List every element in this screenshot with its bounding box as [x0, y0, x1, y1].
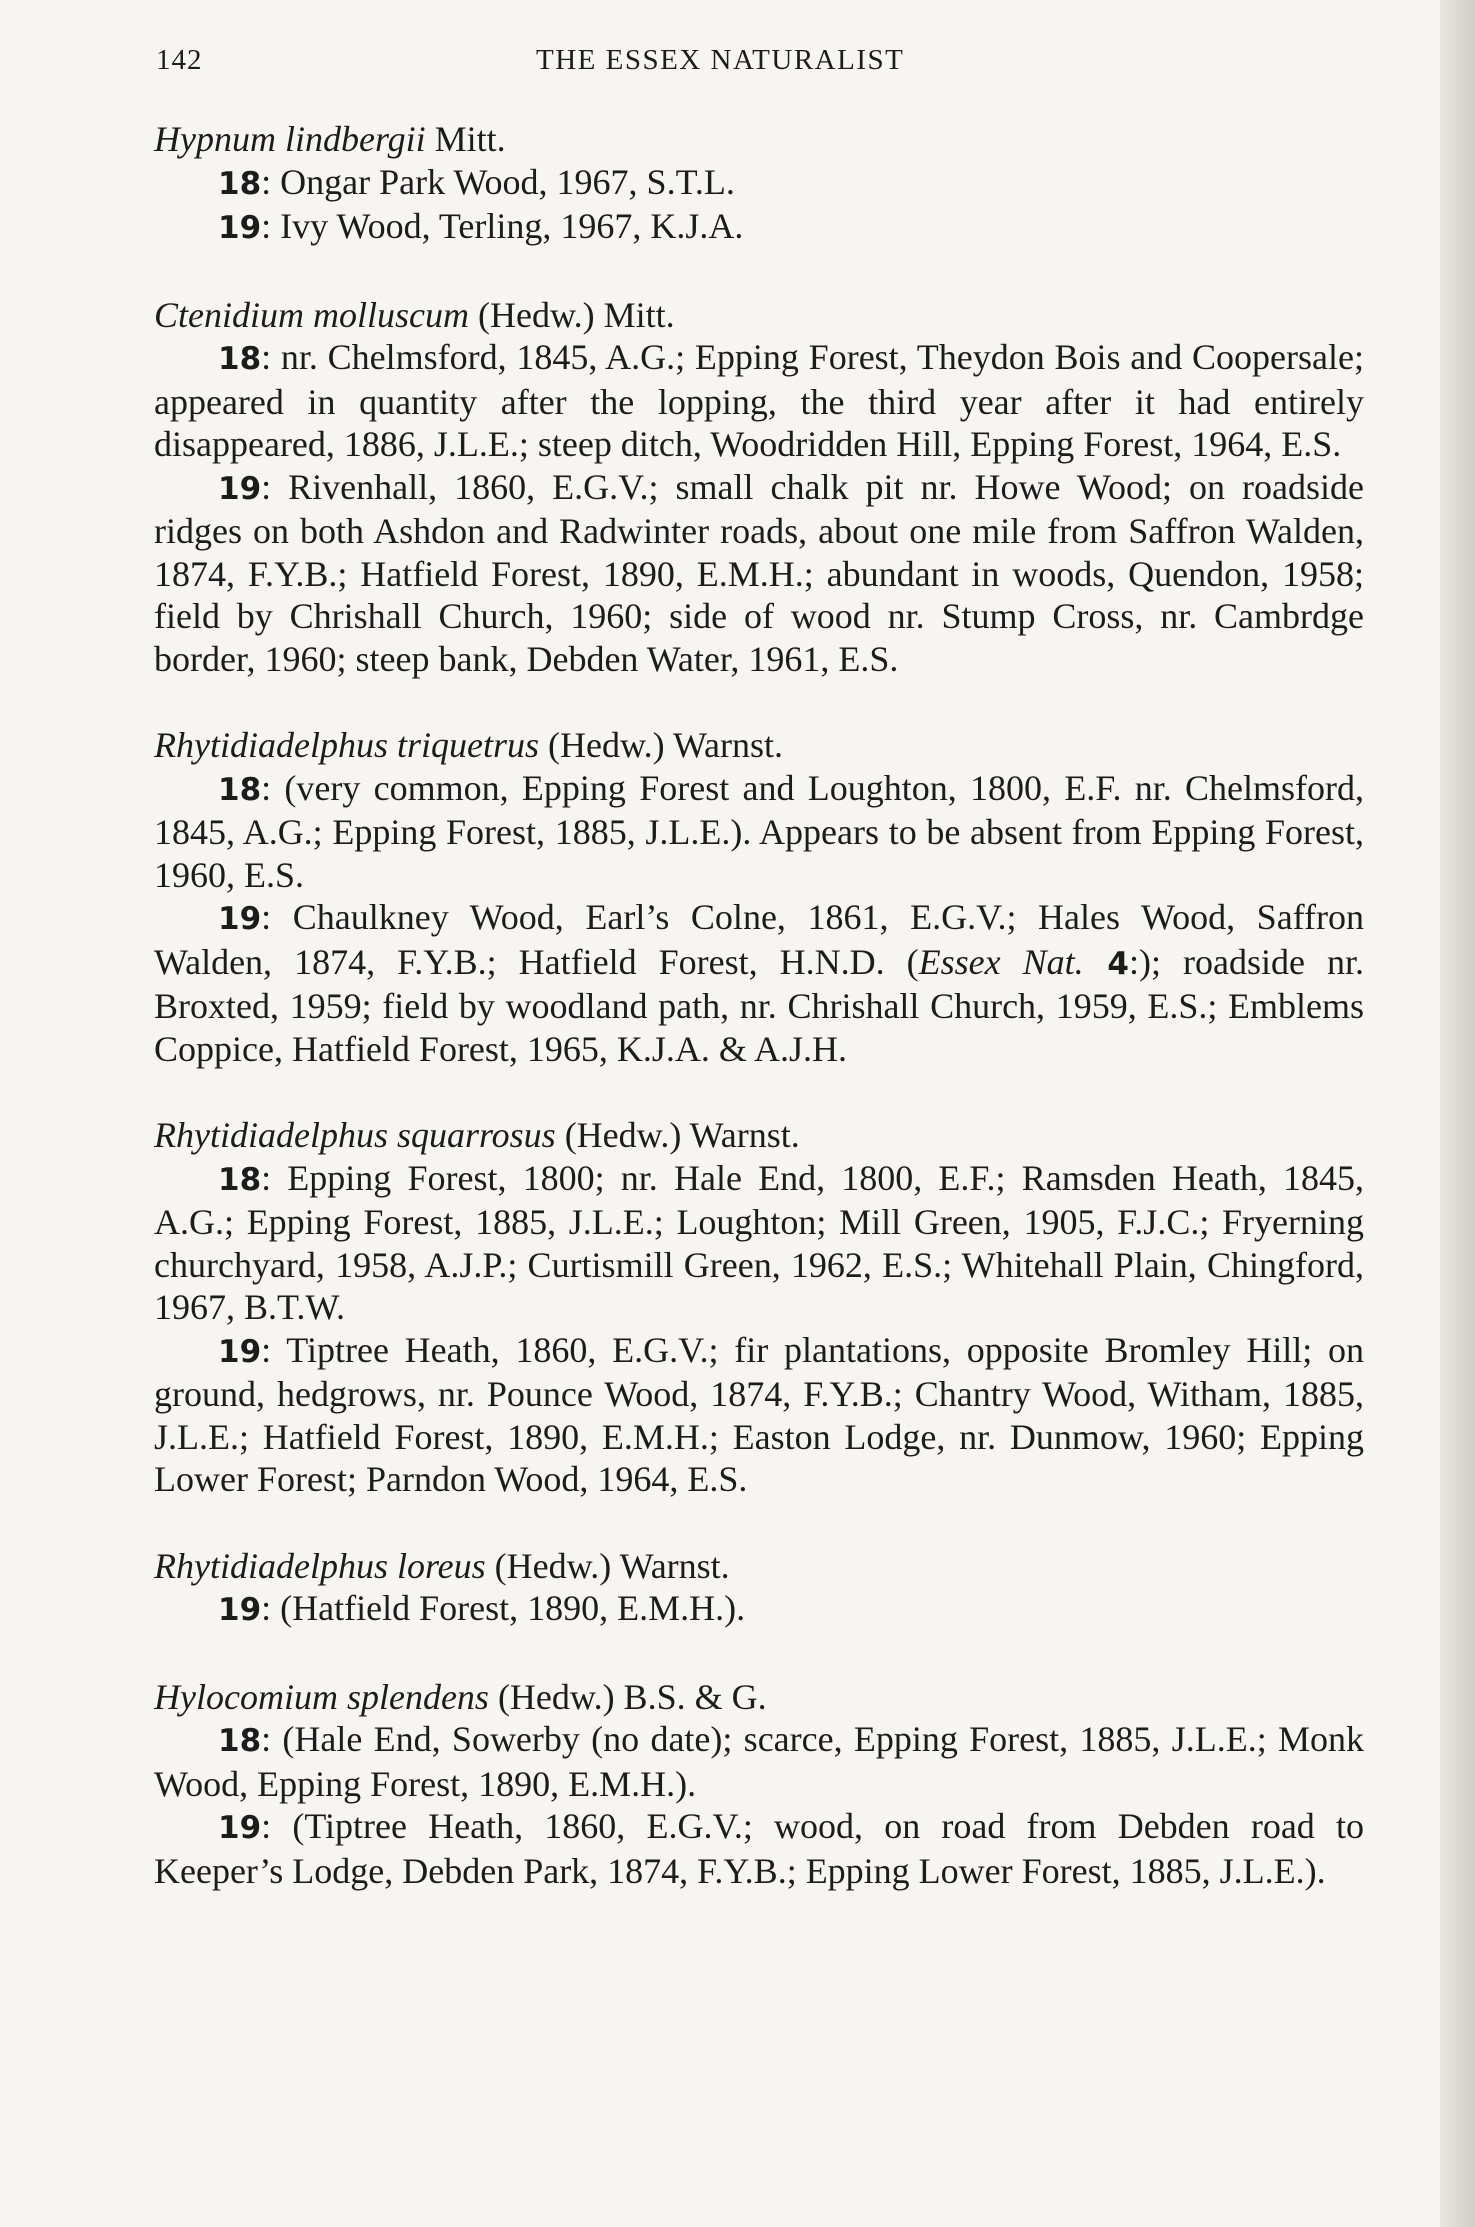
vice-county-number: 19 [218, 1810, 262, 1846]
record-text: : Epping Forest, 1800; nr. Hale End, 1800, E.F.; Ramsden Heath, 1845, A.G.; Epping Forest, 1885, J.L.E.; Loughton; Mill Green, 1905, F.J.C.; Fryerning churchyard, 1958, A.J.P.; Curtismill Green, 1962, E.S.; Whitehall Plain, Chingford, 1967, B.T.W. [154, 1157, 1364, 1327]
journal-title: THE ESSEX NATURALIST [536, 44, 905, 76]
species-authority: (Hedw.) Warnst. [555, 1115, 800, 1155]
record-vc18 [154, 1157, 1364, 1329]
vice-county-number: 18 [218, 165, 262, 202]
species-name: Hypnum lindbergii [154, 119, 426, 159]
page-body [154, 118, 1364, 1892]
record-vc19 [154, 1805, 1364, 1892]
record-text-continued: :); roadside nr. Broxted, 1959; field by woodland path, nr. Chrishall Church, 1959, E.S.; Emblems Coppice, Hatfield Forest, 1965, K.J.A. & A.J.H. [154, 941, 1364, 1069]
journal-reference: Essex Nat. [918, 941, 1084, 982]
record-text: : (Hale End, Sowerby (no date); scarce, Epping Forest, 1885, J.L.E.; Monk Wood, Epping Forest, 1890, E.M.H.). [154, 1719, 1364, 1804]
species-name: Ctenidium molluscum [154, 294, 469, 335]
record-text: : (Hatfield Forest, 1890, E.M.H.). [261, 1588, 746, 1628]
vice-county-number: 18 [218, 1161, 262, 1198]
species-heading [154, 724, 1364, 767]
record-text: : Ongar Park Wood, 1967, S.T.L. [261, 161, 735, 202]
vice-county-number: 19 [218, 470, 262, 507]
species-authority: Mitt. [425, 119, 506, 159]
vice-county-number: 19 [218, 1333, 262, 1370]
record-vc18 [154, 1718, 1364, 1805]
record-text: : Ivy Wood, Terling, 1967, K.J.A. [261, 206, 744, 246]
record-text: : Chaulkney Wood, Earl’s Colne, 1861, E.G.V.; Hales Wood, Saffron Walden, 1874, F.Y.B.; Hatfield Forest, H.N.D. ( [154, 897, 1364, 982]
vice-county-number: 18 [218, 771, 262, 808]
record-vc19 [154, 1587, 1364, 1632]
species-heading [154, 1545, 1364, 1588]
species-name: Hylocomium splendens [154, 1676, 489, 1717]
species-authority: (Hedw.) B.S. & G. [488, 1676, 767, 1717]
record-text: : nr. Chelmsford, 1845, A.G.; Epping Forest, Theydon Bois and Coopersale; appeared in quantity after the lopping, the third year after it had entirely disappeared, 1886, J.L.E.; steep ditch, Woodridden Hill, Epping Forest, 1964, E.S. [154, 337, 1364, 464]
record-text: : (Tiptree Heath, 1860, E.G.V.; wood, on road from Debden road to Keeper’s Lodge, Debden Park, 1874, F.Y.B.; Epping Lower Forest, 1885, J.L.E.). [154, 1806, 1364, 1891]
species-heading [154, 294, 1364, 337]
record-text: : Tiptree Heath, 1860, E.G.V.; fir plantations, opposite Bromley Hill; on ground, hedgrows, nr. Pounce Wood, 1874, F.Y.B.; Chantry Wood, Witham, 1885, J.L.E.; Hatfield Forest, 1890, E.M.H.; Easton Lodge, nr. Dunmow, 1960; Epping Lower Forest; Parndon Wood, 1964, E.S. [154, 1329, 1364, 1499]
vice-county-number: 19 [218, 901, 262, 937]
record-vc19 [154, 896, 1364, 1070]
record-vc18 [154, 767, 1364, 897]
page-edge [1440, 0, 1475, 2227]
record-vc19 [154, 466, 1364, 681]
record-text: : (very common, Epping Forest and Loughton, 1800, E.F. nr. Chelmsford, 1845, A.G.; Epping Forest, 1885, J.L.E.). Appears to be absent from Epping Forest, 1960, E.S. [154, 767, 1364, 895]
vice-county-number: 19 [218, 1592, 262, 1628]
record-text: : Rivenhall, 1860, E.G.V.; small chalk pit nr. Howe Wood; on roadside ridges on both Ashdon and Radwinter roads, about one mile from Saffron Walden, 1874, F.Y.B.; Hatfield Forest, 1890, E.M.H.; abundant in woods, Quendon, 1958; field by Chrishall Church, 1960; side of wood nr. Stump Cross, nr. Cambrdge border, 1960; steep bank, Debden Water, 1961, E.S. [154, 466, 1364, 679]
record-vc18 [154, 161, 1364, 206]
species-name: Rhytidiadelphus loreus [154, 1545, 486, 1586]
species-heading [154, 1114, 1364, 1157]
page-number: 142 [156, 44, 203, 76]
record-vc18 [154, 336, 1364, 466]
vice-county-number: 18 [218, 1723, 262, 1759]
vice-county-number: 18 [218, 341, 262, 377]
species-name: Rhytidiadelphus squarrosus [154, 1115, 556, 1155]
record-vc19 [154, 205, 1364, 250]
species-authority: (Hedw.) Warnst. [485, 1545, 730, 1586]
volume-number: 4 [1083, 945, 1129, 982]
record-vc19 [154, 1329, 1364, 1501]
species-name: Rhytidiadelphus triquetrus [154, 725, 539, 765]
species-heading [154, 1676, 1364, 1719]
species-authority: (Hedw.) Mitt. [468, 294, 675, 335]
species-authority: (Hedw.) Warnst. [538, 725, 784, 765]
vice-county-number: 19 [218, 210, 262, 246]
species-heading [154, 118, 1364, 161]
